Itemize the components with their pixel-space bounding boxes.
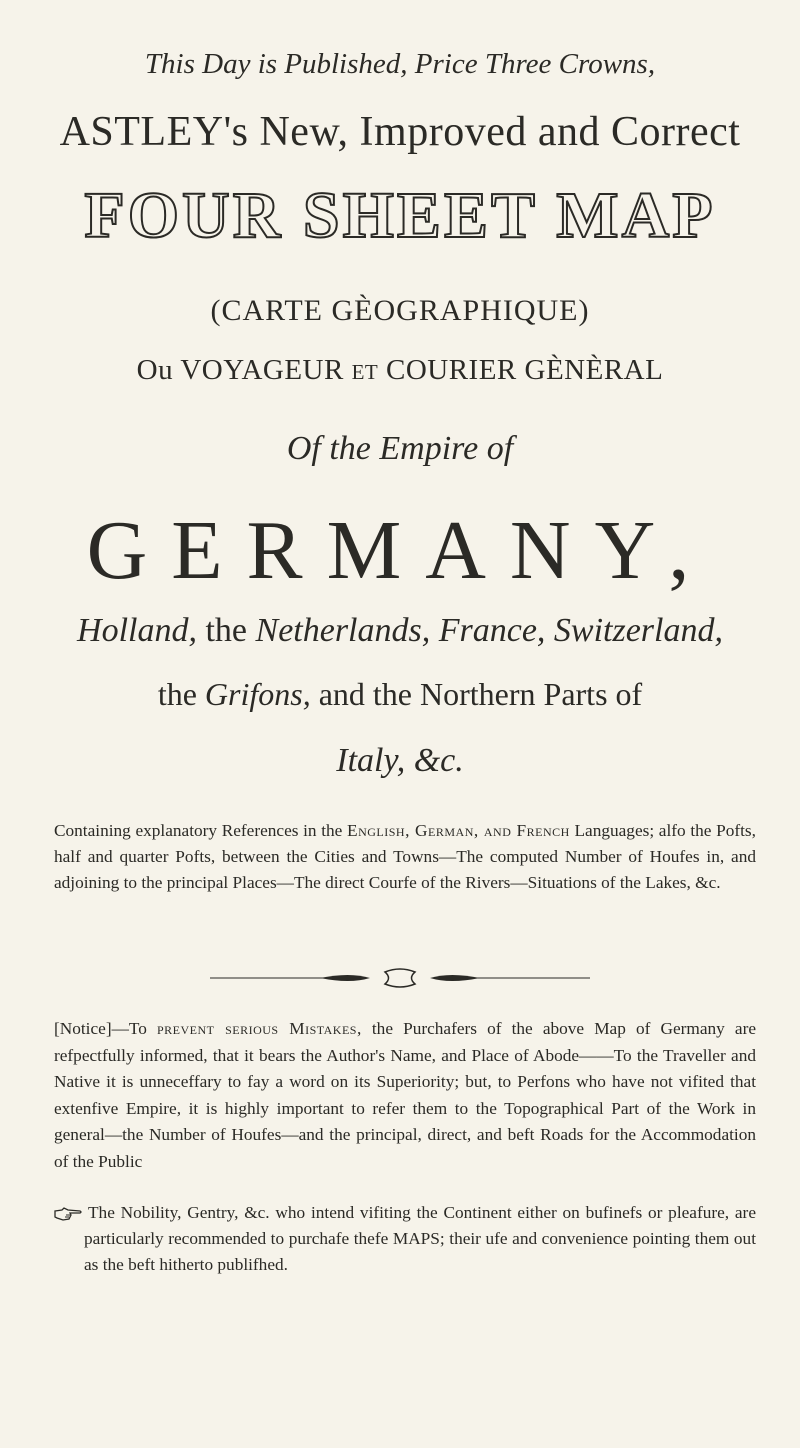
map-title-line: ASTLEY's New, Improved and Correct <box>59 109 741 155</box>
recommendation-paragraph <box>54 1200 756 1278</box>
countries-line <box>0 612 800 650</box>
languages-text: English, German, and French <box>347 821 570 840</box>
holland-text: Holland, <box>77 612 197 649</box>
countries-text: Netherlands, France, Switzerland, <box>255 612 723 649</box>
voyageur-text: Ou VOYAGEUR <box>136 354 352 386</box>
grifons-text: Grifons, <box>204 676 311 712</box>
courier-text: COURIER GÈNÈRAL <box>378 354 664 386</box>
voyageur-courier-line <box>0 354 800 387</box>
published-line: This Day is Published, Price Three Crowns, <box>144 48 656 80</box>
four-sheet-map-text: FOUR SHEET MAP <box>84 179 716 252</box>
ornamental-divider-icon <box>210 968 590 988</box>
notice-body: the Purchafers of the above Map of Germany are refpectfully informed, that it bears the Author's Name, and Place of Abode——To the Traveller and Native it is unneceffary to fay a word on its Superiority; but, to Perfons who have not vifited that extenfive Empire, it is highly important to refer them to the Topographical Part of the Work in general—the Number of Houfes—and the principal, direct, and beft Roads for the Accommodation of the Public <box>54 1019 756 1171</box>
northern-parts-text: and the Northern Parts of <box>310 676 643 712</box>
description-paragraph <box>54 818 756 896</box>
notice-lead: [Notice]—To <box>54 1019 157 1038</box>
pointing-hand-icon <box>54 1207 82 1221</box>
description-lead: Containing explanatory References in the <box>54 821 348 840</box>
grifons-line <box>0 676 800 713</box>
notice-prevent: prevent serious <box>156 1019 279 1038</box>
grifons-the-text: the <box>157 676 205 712</box>
description-rest: Languages; alfo the Pofts, half and quarter Pofts, between the Cities and Towns—The computed Number of Houfes in, and adjoining to the principal Places—The direct Courfe of the Rivers—Situations of the Lakes, &c. <box>54 821 756 892</box>
italy-line: Italy, &c. <box>336 742 464 779</box>
et-text: ET <box>351 360 379 384</box>
recommendation-text: The Nobility, Gentry, &c. who intend vifiting the Continent either on bufinefs or pleafure, are particularly recommended to purchafe thefe MAPS; their ufe and convenience pointing them out as the beft hitherto publifhed. <box>84 1203 756 1274</box>
the-text: the <box>196 612 256 649</box>
four-sheet-map-heading <box>0 178 800 254</box>
carte-geographique-line: (CARTE GÈOGRAPHIQUE) <box>210 294 590 327</box>
germany-heading: GERMANY, <box>86 504 714 597</box>
notice-mistakes: Mistakes, <box>278 1019 362 1038</box>
notice-paragraph <box>54 1016 756 1175</box>
of-the-empire-line: Of the Empire of <box>286 430 514 467</box>
